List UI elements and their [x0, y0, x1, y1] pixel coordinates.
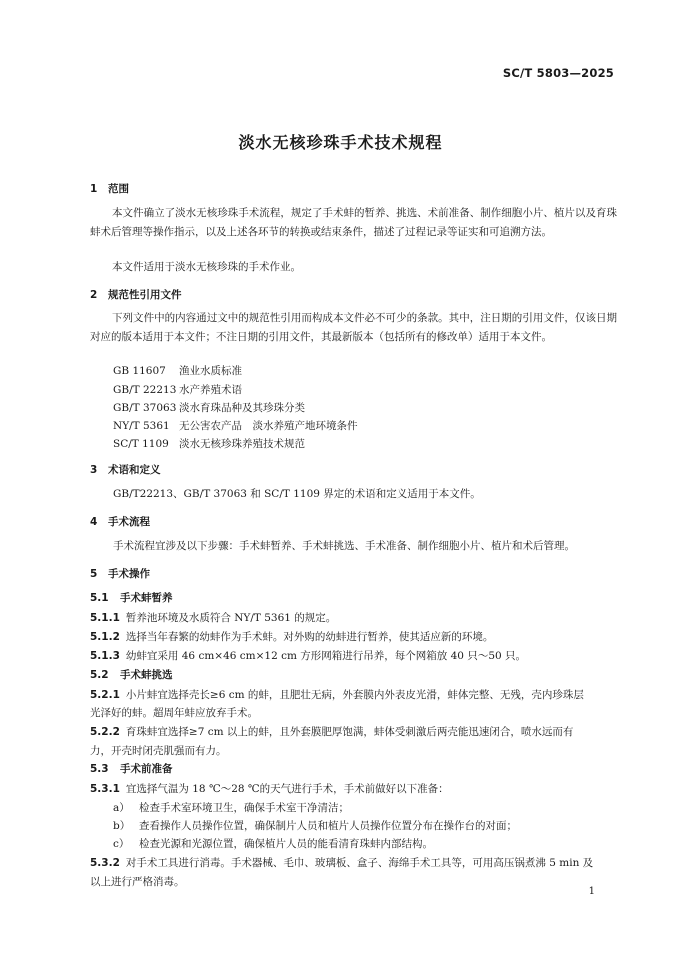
clause-number: 5.1.1: [90, 612, 120, 624]
reference-code: GB/T 22213: [113, 384, 177, 396]
reference-code: GB 11607: [113, 365, 166, 377]
clause-5-1-1: [90, 610, 336, 625]
clause-5-2-1-line-1: [90, 687, 584, 702]
section-number: 1: [90, 183, 98, 195]
clause-5-3-1: [90, 781, 449, 796]
clause-text: 选择当年春繁的幼蚌作为手术蚌。对外购的幼蚌进行暂养，使其适应新的环境。: [125, 631, 494, 643]
section-4-heading: [90, 514, 150, 529]
reference-item: [113, 400, 305, 415]
list-text: 查看操作人员操作位置，确保制片人员和植片人员操作位置分布在操作台的对面；: [139, 820, 517, 832]
clause-number: 5.2.2: [90, 726, 120, 738]
reference-title: 淡水无核珍珠养殖技术规范: [179, 438, 305, 450]
clause-5-2-2-line-1: [90, 724, 573, 739]
section-3-heading: [90, 462, 161, 477]
section-title: 范围: [108, 183, 129, 195]
section-1-heading: [90, 181, 129, 196]
clause-text: 幼蚌宜采用 46 cm×46 cm×12 cm 方形网箱进行吊养，每个网箱放 40 只～50 只。: [125, 650, 527, 662]
reference-title: 淡水育珠品种及其珍珠分类: [179, 402, 305, 414]
section-title: 规范性引用文件: [108, 289, 182, 301]
reference-code: SC/T 1109: [113, 438, 169, 450]
section-title: 术语和定义: [108, 464, 161, 476]
section-3-paragraph-1: GB/T22213、GB/T 37063 和 SC/T 1109 界定的术语和定义适用于本文件。: [113, 488, 481, 500]
list-item: [113, 836, 433, 851]
section-5-heading: [90, 566, 150, 581]
list-marker: a）: [113, 802, 130, 814]
list-item: [113, 818, 517, 833]
clause-5-3-2-line-2: 以上进行严格消毒。: [90, 876, 185, 888]
section-4-paragraph-1: 手术流程宜涉及以下步骤：手术蚌暂养、手术蚌挑选、手术准备、制作细胞小片、植片和术后管理。: [113, 540, 575, 552]
clause-number: 5.1.3: [90, 650, 120, 662]
clause-5-1-2: [90, 629, 493, 644]
standard-number: SC/T 5803—2025: [502, 66, 614, 80]
section-2-paragraph-1: 下列文件中的内容通过文中的规范性引用而构成本文件必不可少的条款。其中，注日期的引用文件，仅该日期对应的版本适用于本文件；不注日期的引用文件，其最新版本（包括所有的修改单）适用于本文件。: [90, 312, 617, 343]
section-title: 手术操作: [108, 568, 150, 580]
subsection-title: 手术前准备: [120, 763, 173, 775]
section-1-paragraph-1: 本文件确立了淡水无核珍珠手术流程，规定了手术蚌的暂养、挑选、术前准备、制作细胞小片、植片以及育珠蚌术后管理等操作指示，以及上述各环节的转换或结束条件，描述了过程记录等证实和可追溯方法。: [90, 207, 617, 238]
list-marker: c）: [113, 838, 130, 850]
subsection-5-1-heading: [90, 590, 173, 605]
subsection-title: 手术蚌暂养: [120, 592, 173, 604]
clause-5-1-3: [90, 648, 526, 663]
subsection-5-2-heading: [90, 667, 173, 682]
subsection-number: 5.3: [90, 763, 109, 775]
list-text: 检查光源和光源位置，确保植片人员的能看清育珠蚌内部结构。: [139, 838, 433, 850]
clause-5-3-2-line-1: [90, 855, 593, 870]
reference-title: 无公害农产品 淡水养殖产地环境条件: [179, 420, 358, 432]
list-marker: b）: [113, 820, 131, 832]
clause-text: 小片蚌宜选择壳长≥6 cm 的蚌，且肥壮无病，外套膜内外表皮光滑，蚌体完整、无残，壳内珍珠层: [125, 689, 584, 701]
clause-5-2-1-line-2: 光泽好的蚌。超周年蚌应放弃手术。: [90, 707, 258, 719]
clause-number: 5.3.1: [90, 783, 120, 795]
reference-item: [113, 363, 242, 378]
clause-5-2-2-line-2: 力，开壳时闭壳肌强而有力。: [90, 745, 227, 757]
reference-title: 渔业水质标准: [179, 365, 242, 377]
clause-text: 育珠蚌宜选择≥7 cm 以上的蚌，且外套膜肥厚饱满，蚌体受刺激后两壳能迅速闭合，喷水远而有: [125, 726, 574, 738]
reference-code: NY/T 5361: [113, 420, 170, 432]
clause-number: 5.3.2: [90, 857, 120, 869]
reference-title: 水产养殖术语: [179, 384, 242, 396]
reference-code: GB/T 37063: [113, 402, 177, 414]
reference-item: [113, 418, 358, 433]
list-text: 检查手术室环境卫生，确保手术室干净清洁；: [139, 802, 349, 814]
page-number: 1: [588, 886, 595, 897]
section-number: 2: [90, 289, 98, 301]
reference-item: [113, 382, 242, 397]
section-number: 5: [90, 568, 98, 580]
subsection-title: 手术蚌挑选: [120, 669, 173, 681]
clause-number: 5.2.1: [90, 689, 120, 701]
section-number: 4: [90, 516, 98, 528]
subsection-5-3-heading: [90, 761, 173, 776]
reference-item: [113, 436, 305, 451]
section-number: 3: [90, 464, 98, 476]
section-2-heading: [90, 287, 182, 302]
document-title: 淡水无核珍珠手术技术规程: [238, 133, 443, 152]
section-title: 手术流程: [108, 516, 150, 528]
subsection-number: 5.2: [90, 669, 109, 681]
subsection-number: 5.1: [90, 592, 109, 604]
clause-number: 5.1.2: [90, 631, 120, 643]
list-item: [113, 800, 349, 815]
clause-text: 对手术工具进行消毒。手术器械、毛巾、玻璃板、盒子、海绵手术工具等，可用高压锅煮沸 5 min 及: [125, 857, 594, 869]
clause-text: 暂养池环境及水质符合 NY/T 5361 的规定。: [125, 612, 337, 624]
section-1-paragraph-2: 本文件适用于淡水无核珍珠的手术作业。: [112, 261, 301, 273]
clause-text: 宜选择气温为 18 ℃～28 ℃的天气进行手术，手术前做好以下准备：: [125, 783, 449, 795]
